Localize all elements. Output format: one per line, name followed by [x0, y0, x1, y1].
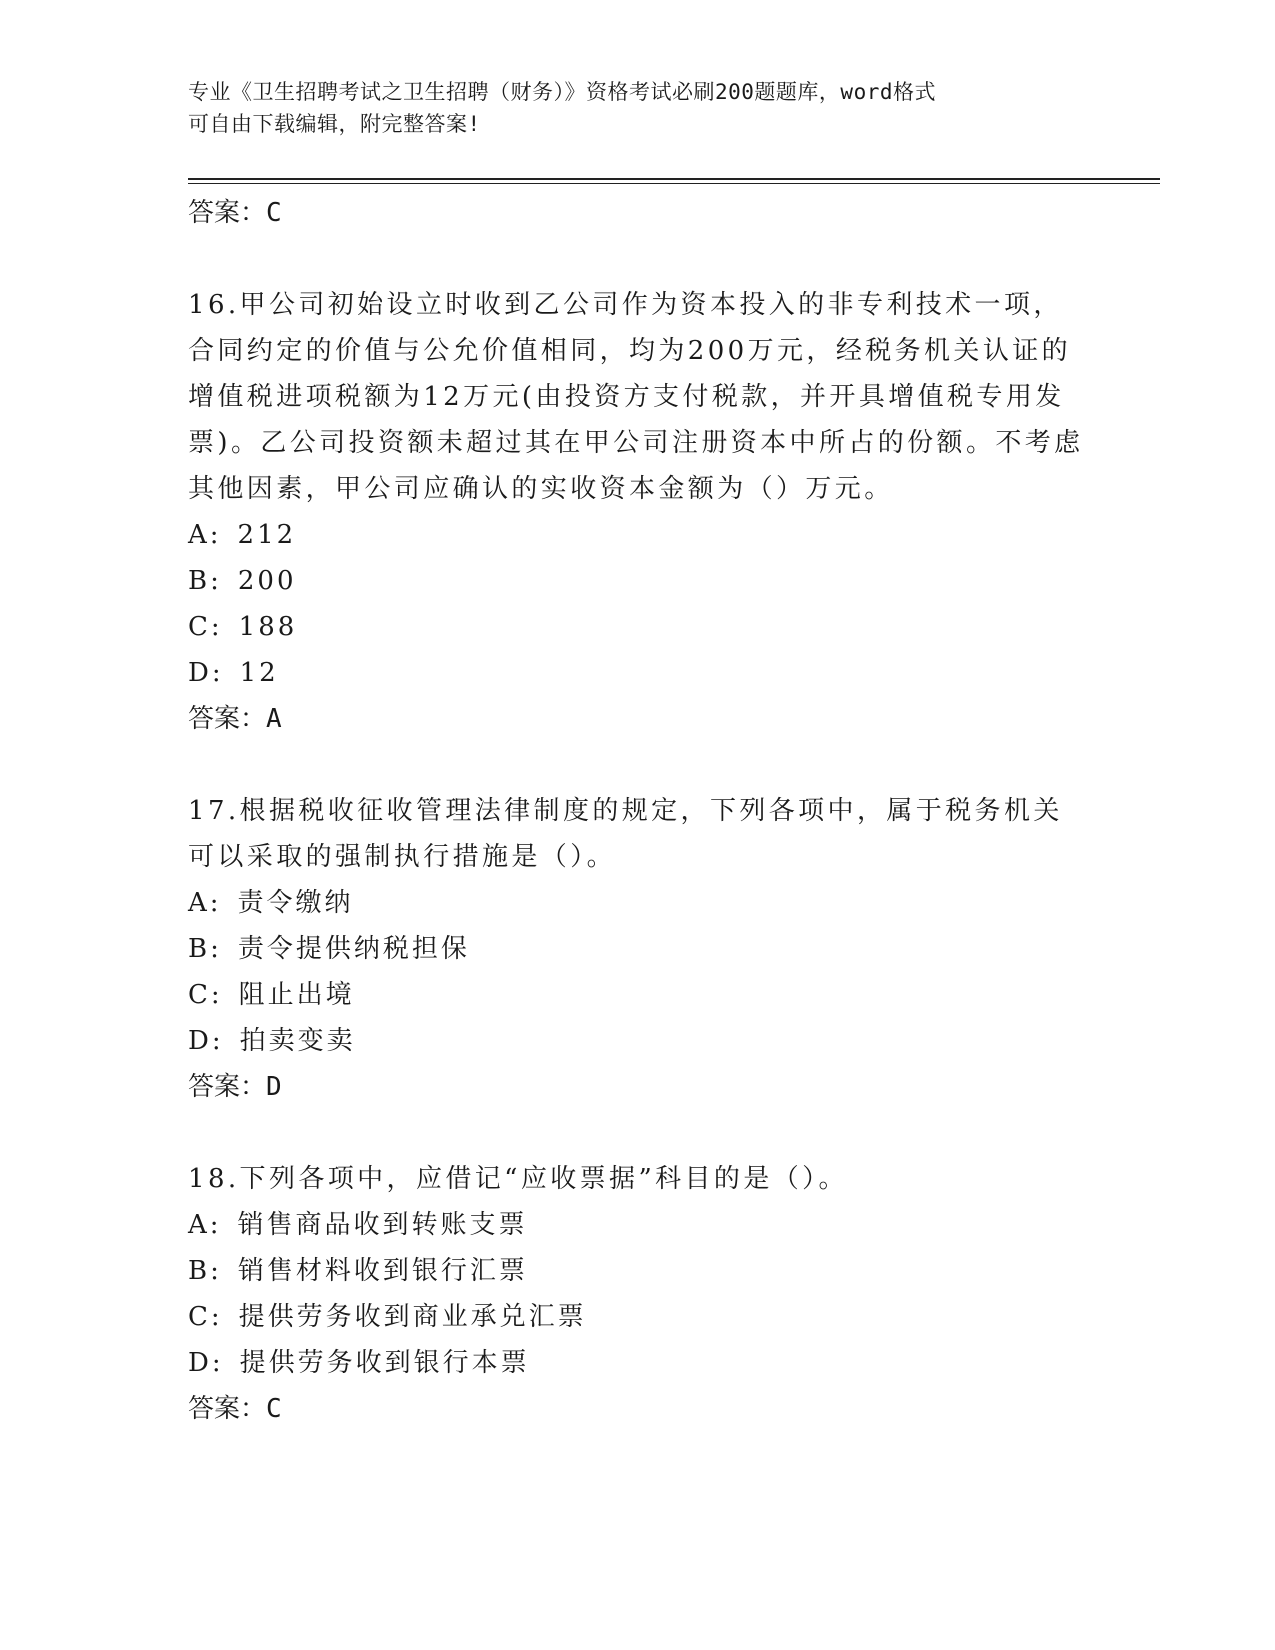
option-text: 销售材料收到银行汇票 [237, 1256, 528, 1286]
option-letter: D: [188, 1348, 224, 1378]
option-letter: A: [188, 520, 222, 550]
option-c [188, 1294, 1088, 1340]
question-text: 18.下列各项中，应借记“应收票据”科目的是（）。 [188, 1164, 848, 1194]
previous-answer: 答案：C [188, 198, 282, 228]
option-d [188, 1340, 1088, 1386]
option-text: 200 [237, 566, 297, 596]
option-letter: B: [188, 934, 222, 964]
option-text: 188 [238, 612, 298, 642]
question-18 [188, 1156, 1088, 1432]
header-divider-thin [188, 183, 1160, 184]
option-b [188, 926, 1088, 972]
option-c [188, 604, 1088, 650]
answer-16: 答案：A [188, 704, 282, 734]
option-letter: A: [188, 888, 222, 918]
option-text: 12 [239, 658, 279, 688]
option-c [188, 972, 1088, 1018]
option-text: 拍卖变卖 [239, 1026, 356, 1056]
header-line-1: 专业《卫生招聘考试之卫生招聘（财务）》资格考试必刷200题题库，word格式 [188, 80, 936, 104]
option-letter: D: [188, 1026, 224, 1056]
document-header [188, 76, 1068, 140]
question-16 [188, 282, 1088, 742]
option-a [188, 880, 1088, 926]
option-text: 销售商品收到转账支票 [237, 1210, 528, 1240]
option-letter: D: [188, 658, 224, 688]
option-text: 阻止出境 [238, 980, 355, 1010]
option-letter: C: [188, 1302, 223, 1332]
option-a [188, 1202, 1088, 1248]
answer-17: 答案：D [188, 1072, 282, 1102]
option-letter: B: [188, 1256, 222, 1286]
question-text: 16.甲公司初始设立时收到乙公司作为资本投入的非专利技术一项，合同约定的价值与公允价值相同，均为200万元，经税务机关认证的增值税进项税额为12万元(由投资方支付税款，并开具增值税专用发票)。乙公司投资额未超过其在甲公司注册资本中所占的份额。不考虑其他因素，甲公司应确认的实收资本金额为（）万元。 [188, 290, 1084, 504]
answer-18: 答案：C [188, 1394, 282, 1424]
option-a [188, 512, 1088, 558]
option-text: 提供劳务收到商业承兑汇票 [238, 1302, 587, 1332]
option-b [188, 1248, 1088, 1294]
question-text: 17.根据税收征收管理法律制度的规定，下列各项中，属于税务机关可以采取的强制执行措施是（）。 [188, 796, 1063, 872]
option-text: 提供劳务收到银行本票 [239, 1348, 530, 1378]
header-line-2: 可自由下载编辑，附完整答案! [188, 112, 481, 136]
option-d [188, 1018, 1088, 1064]
option-text: 212 [237, 520, 297, 550]
option-letter: B: [188, 566, 222, 596]
option-text: 责令提供纳税担保 [237, 934, 470, 964]
option-text: 责令缴纳 [237, 888, 354, 918]
option-letter: A: [188, 1210, 222, 1240]
document-body [188, 190, 1088, 1432]
option-d [188, 650, 1088, 696]
option-b [188, 558, 1088, 604]
option-letter: C: [188, 980, 223, 1010]
question-17 [188, 788, 1088, 1110]
header-divider-thick [188, 178, 1160, 180]
option-letter: C: [188, 612, 223, 642]
